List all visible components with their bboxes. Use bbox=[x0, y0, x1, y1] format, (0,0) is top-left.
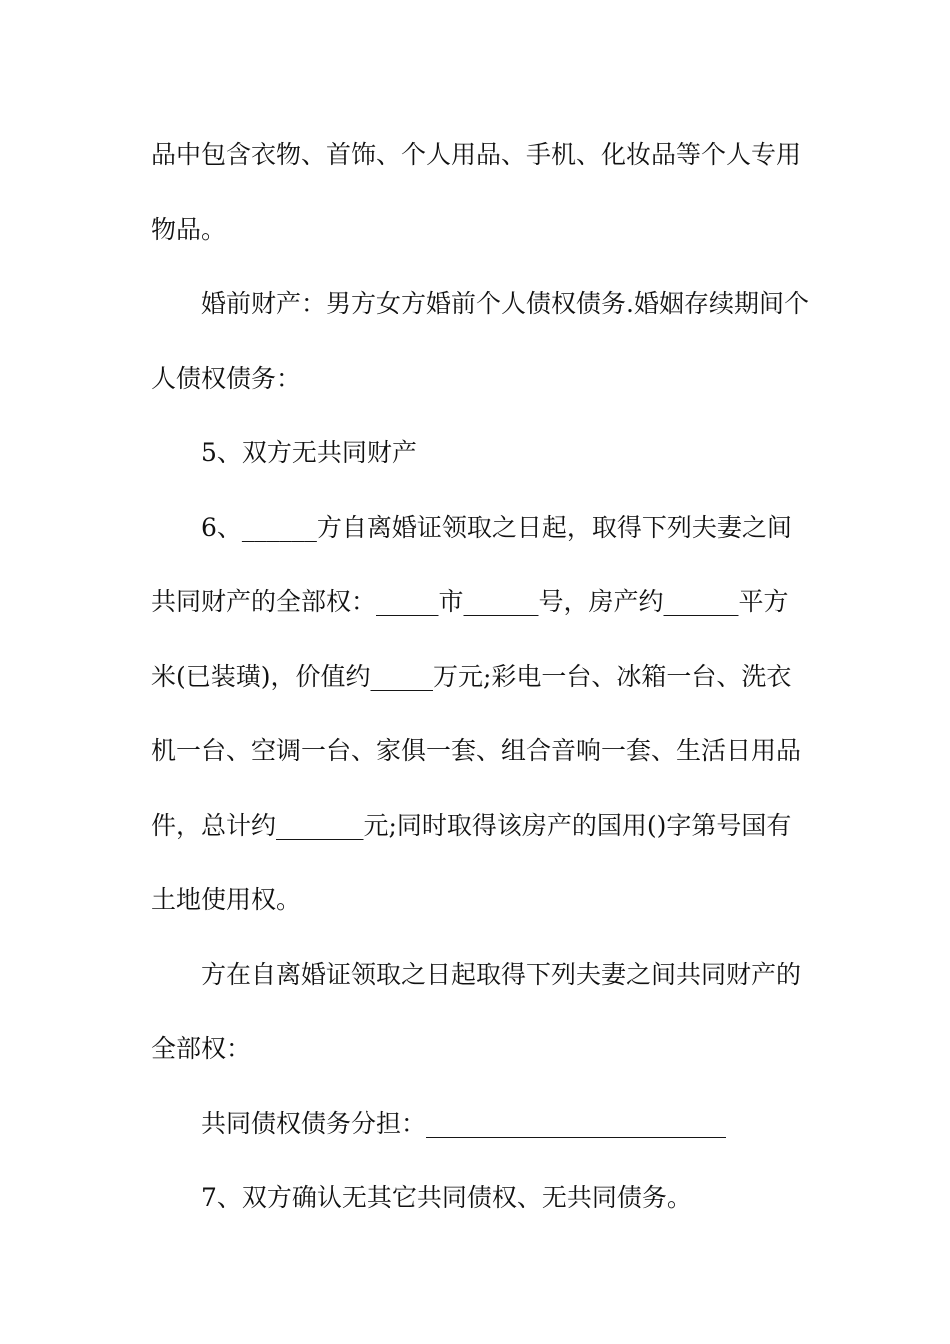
paragraph-premarital-property: 婚前财产：男方女方婚前个人债权债务.婚姻存续期间个人债权债务： bbox=[151, 289, 809, 393]
paragraph-personal-items: 品中包含衣物、首饰、个人用品、手机、化妆品等个人专用物品。 bbox=[151, 140, 802, 244]
paragraph-other-party-property: 方在自离婚证领取之日起取得下列夫妻之间共同财产的全部权： bbox=[151, 959, 802, 1063]
document-body bbox=[151, 118, 811, 1236]
paragraph-clause-5: 5、双方无共同财产 bbox=[201, 438, 417, 467]
paragraph-clause-7: 7、双方确认无其它共同债权、无共同债务。 bbox=[201, 1183, 692, 1212]
paragraph-debt-sharing: 共同债权债务分担：________________________ bbox=[201, 1108, 727, 1138]
paragraph-clause-6: 6、______方自离婚证领取之日起，取得下列夫妻之间共同财产的全部权：_____市______号，房产约______平方米(已装璜)，价值约_____万元;彩电一台、冰箱一台、洗衣机一台、空调一台、家俱一套、组合音响一套、生活日用品件，总计约_______元;同时取得该房产的国用()字第号国有土地使用权。 bbox=[151, 512, 802, 914]
